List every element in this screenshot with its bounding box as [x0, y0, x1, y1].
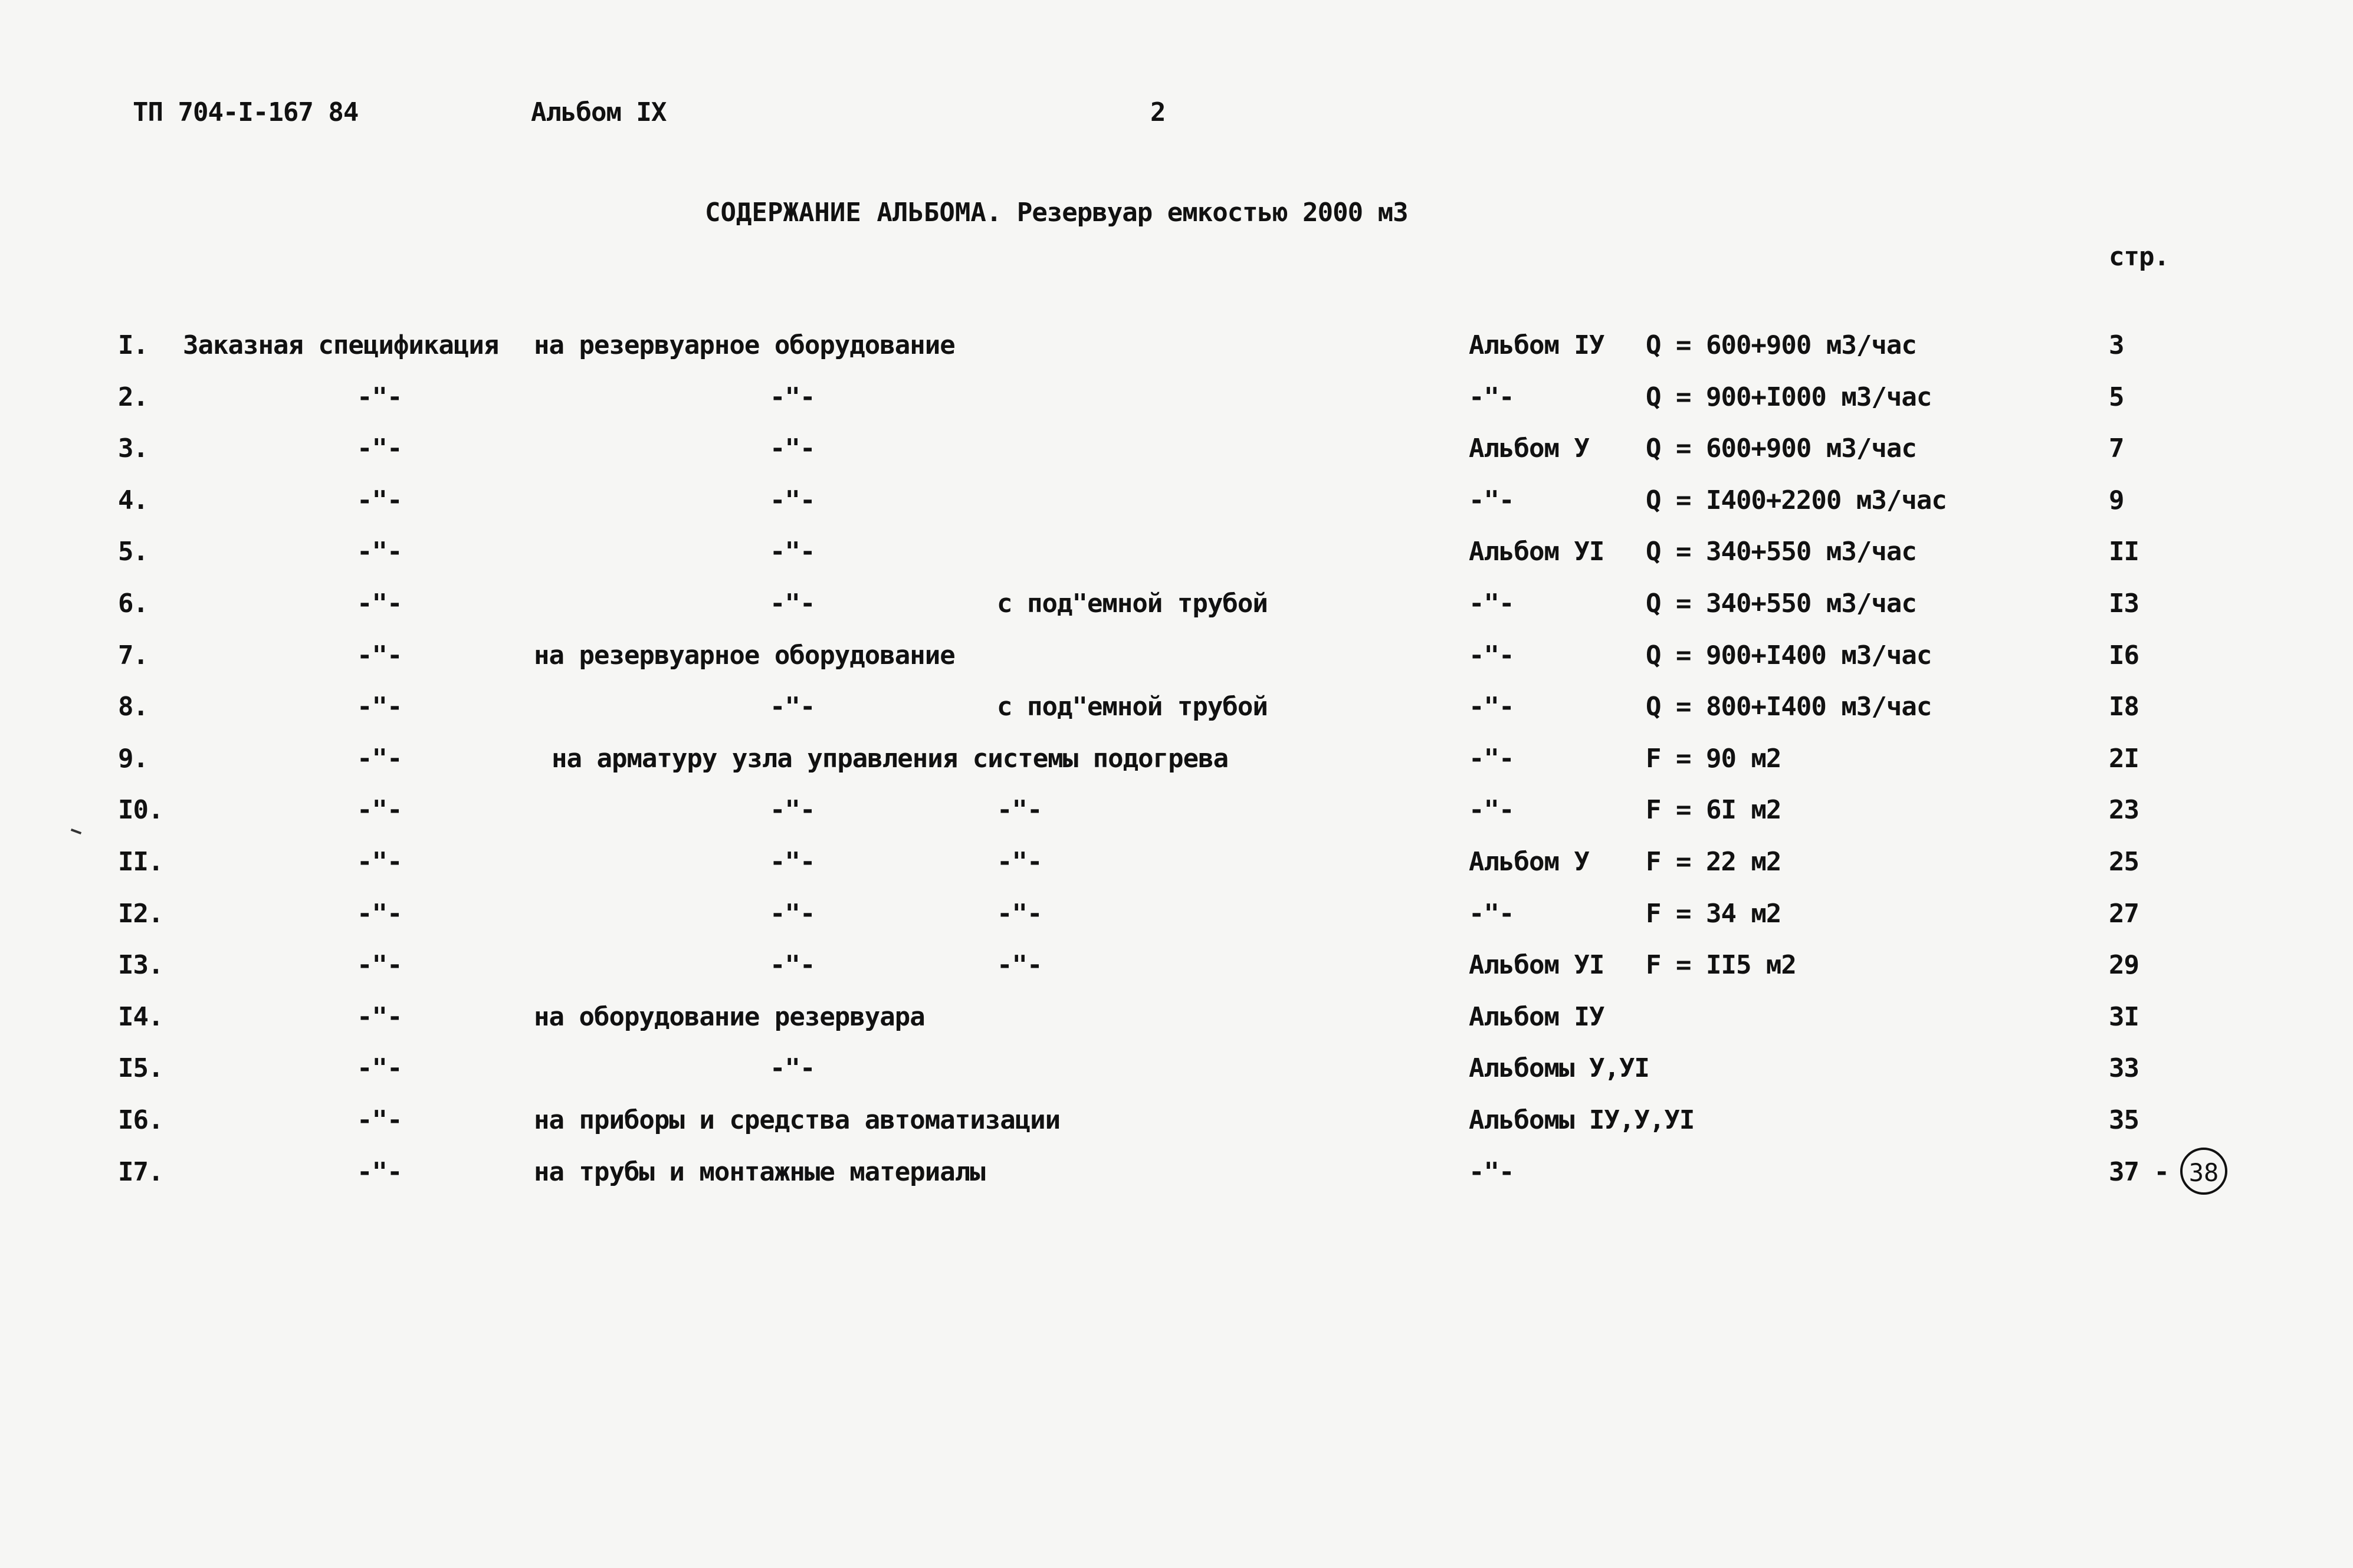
table-row	[0, 589, 2353, 636]
row-album: Альбом УI	[1469, 537, 1604, 567]
row-document-type: -"-	[357, 898, 402, 929]
row-document-type: -"-	[357, 589, 402, 619]
row-ditto-1: -"-	[770, 382, 815, 412]
row-album: -"-	[1469, 640, 1514, 670]
row-description: на арматуру узла управления системы подогрева	[552, 743, 1229, 774]
row-page: II	[2109, 537, 2139, 567]
row-album: -"-	[1469, 743, 1514, 774]
row-page: 37 -	[2109, 1156, 2169, 1187]
row-document-type: -"-	[357, 1053, 402, 1084]
table-row	[0, 330, 2353, 377]
document-code: ТП 704-I-167 84	[133, 97, 359, 127]
row-parameter: Q = 900+I400 м3/час	[1646, 640, 1932, 670]
row-document-type: -"-	[357, 1001, 402, 1032]
album-label: Альбом IX	[531, 97, 667, 127]
row-document-type: -"-	[357, 950, 402, 981]
row-document-type: -"-	[357, 537, 402, 567]
row-page: 23	[2109, 795, 2139, 826]
row-page: I6	[2109, 640, 2139, 670]
row-number: I3.	[118, 950, 163, 981]
row-document-type: -"-	[357, 795, 402, 826]
row-number: 5.	[118, 537, 148, 567]
row-ditto-2: с под"емной трубой	[997, 589, 1268, 619]
row-page: 3	[2109, 330, 2124, 360]
row-album: Альбом У	[1469, 847, 1589, 877]
row-parameter: Q = 340+550 м3/час	[1646, 589, 1916, 619]
table-row	[0, 692, 2353, 739]
table-row	[0, 1105, 2353, 1152]
row-ditto-2: -"-	[997, 847, 1042, 877]
page-title	[705, 198, 1408, 228]
pages-column-label: стр.	[2109, 242, 2169, 272]
row-ditto-1: -"-	[770, 898, 815, 929]
row-number: 2.	[118, 382, 148, 412]
row-album: -"-	[1469, 485, 1514, 515]
row-page: 5	[2109, 382, 2124, 412]
table-row	[0, 382, 2353, 429]
row-document-type: -"-	[357, 1105, 402, 1135]
row-album: Альбом УI	[1469, 950, 1604, 981]
row-document-type: -"-	[357, 382, 402, 412]
row-number: II.	[118, 847, 163, 877]
row-number: I6.	[118, 1105, 163, 1135]
row-number: 7.	[118, 640, 148, 670]
row-parameter: Q = 600+900 м3/час	[1646, 330, 1916, 360]
row-ditto-1: -"-	[770, 589, 815, 619]
row-ditto-1: -"-	[770, 1053, 815, 1084]
table-row	[0, 640, 2353, 688]
row-album: -"-	[1469, 589, 1514, 619]
row-ditto-1: -"-	[770, 950, 815, 981]
table-row	[0, 795, 2353, 842]
row-ditto-1: -"-	[770, 537, 815, 567]
row-album: -"-	[1469, 382, 1514, 412]
row-document-type: -"-	[357, 1156, 402, 1187]
row-album: Альбомы IУ,У,УI	[1469, 1105, 1695, 1135]
row-page: 7	[2109, 433, 2124, 464]
table-row	[0, 537, 2353, 584]
row-page: 29	[2109, 950, 2139, 981]
row-album: -"-	[1469, 898, 1514, 929]
row-document-type: -"-	[357, 692, 402, 722]
table-row	[0, 1053, 2353, 1100]
row-number: I2.	[118, 898, 163, 929]
row-page: 9	[2109, 485, 2124, 515]
row-page: 2I	[2109, 743, 2139, 774]
circled-page-number: 38	[2180, 1148, 2227, 1195]
table-row	[0, 1002, 2353, 1049]
row-document-type: -"-	[357, 640, 402, 670]
row-ditto-2: с под"емной трубой	[997, 692, 1268, 722]
row-number: I.	[118, 330, 148, 360]
row-parameter: Q = I400+2200 м3/час	[1646, 485, 1947, 515]
row-number: I4.	[118, 1001, 163, 1032]
table-row	[0, 485, 2353, 532]
row-parameter: F = 90 м2	[1646, 743, 1781, 774]
row-ditto-1: -"-	[770, 847, 815, 877]
row-album: -"-	[1469, 692, 1514, 722]
row-number: I7.	[118, 1156, 163, 1187]
row-number: 4.	[118, 485, 148, 515]
row-parameter: Q = 340+550 м3/час	[1646, 537, 1916, 567]
row-number: 6.	[118, 589, 148, 619]
row-document-type: -"-	[357, 743, 402, 774]
row-album: -"-	[1469, 795, 1514, 826]
row-parameter: F = II5 м2	[1646, 950, 1796, 981]
row-document-type: -"-	[357, 485, 402, 515]
row-parameter: F = 34 м2	[1646, 898, 1781, 929]
row-album: Альбом IУ	[1469, 330, 1604, 360]
title-part-2: Резервуар емкостью 2000 м3	[1016, 198, 1408, 228]
row-album: Альбомы У,УI	[1469, 1053, 1649, 1084]
table-row	[0, 433, 2353, 481]
row-ditto-2: -"-	[997, 795, 1042, 826]
row-description: на приборы и средства автоматизации	[534, 1105, 1061, 1135]
row-page: 25	[2109, 847, 2139, 877]
row-document-type: -"-	[357, 433, 402, 464]
row-album: -"-	[1469, 1156, 1514, 1187]
row-parameter: Q = 600+900 м3/час	[1646, 433, 1916, 464]
row-ditto-1: -"-	[770, 795, 815, 826]
row-description: на резервуарное оборудование	[534, 330, 955, 360]
row-album: Альбом У	[1469, 433, 1589, 464]
row-ditto-2: -"-	[997, 898, 1042, 929]
table-row	[0, 1157, 2353, 1204]
row-number: 9.	[118, 743, 148, 774]
table-row	[0, 899, 2353, 946]
row-description: на оборудование резервуара	[534, 1001, 925, 1032]
row-parameter: Q = 900+I000 м3/час	[1646, 382, 1932, 412]
row-parameter: F = 6I м2	[1646, 795, 1781, 826]
row-page: 35	[2109, 1105, 2139, 1135]
row-description: на резервуарное оборудование	[534, 640, 955, 670]
row-number: I0.	[118, 795, 163, 826]
row-page: I3	[2109, 589, 2139, 619]
table-row	[0, 744, 2353, 791]
row-album: Альбом IУ	[1469, 1001, 1604, 1032]
row-parameter: F = 22 м2	[1646, 847, 1781, 877]
table-row	[0, 950, 2353, 997]
row-document-type: -"-	[357, 847, 402, 877]
row-ditto-1: -"-	[770, 485, 815, 515]
row-ditto-1: -"-	[770, 692, 815, 722]
row-number: 8.	[118, 692, 148, 722]
row-page: 27	[2109, 898, 2139, 929]
page-number: 2	[1150, 97, 1166, 127]
row-document-type: Заказная спецификация	[183, 330, 499, 360]
row-parameter: Q = 800+I400 м3/час	[1646, 692, 1932, 722]
row-ditto-1: -"-	[770, 433, 815, 464]
row-description: на трубы и монтажные материалы	[534, 1156, 985, 1187]
row-page: 33	[2109, 1053, 2139, 1084]
table-row	[0, 847, 2353, 894]
title-part-1: СОДЕРЖАНИЕ АЛЬБОМА.	[705, 198, 1002, 228]
row-page: 3I	[2109, 1001, 2139, 1032]
row-number: 3.	[118, 433, 148, 464]
row-ditto-2: -"-	[997, 950, 1042, 981]
row-number: I5.	[118, 1053, 163, 1084]
row-page: I8	[2109, 692, 2139, 722]
